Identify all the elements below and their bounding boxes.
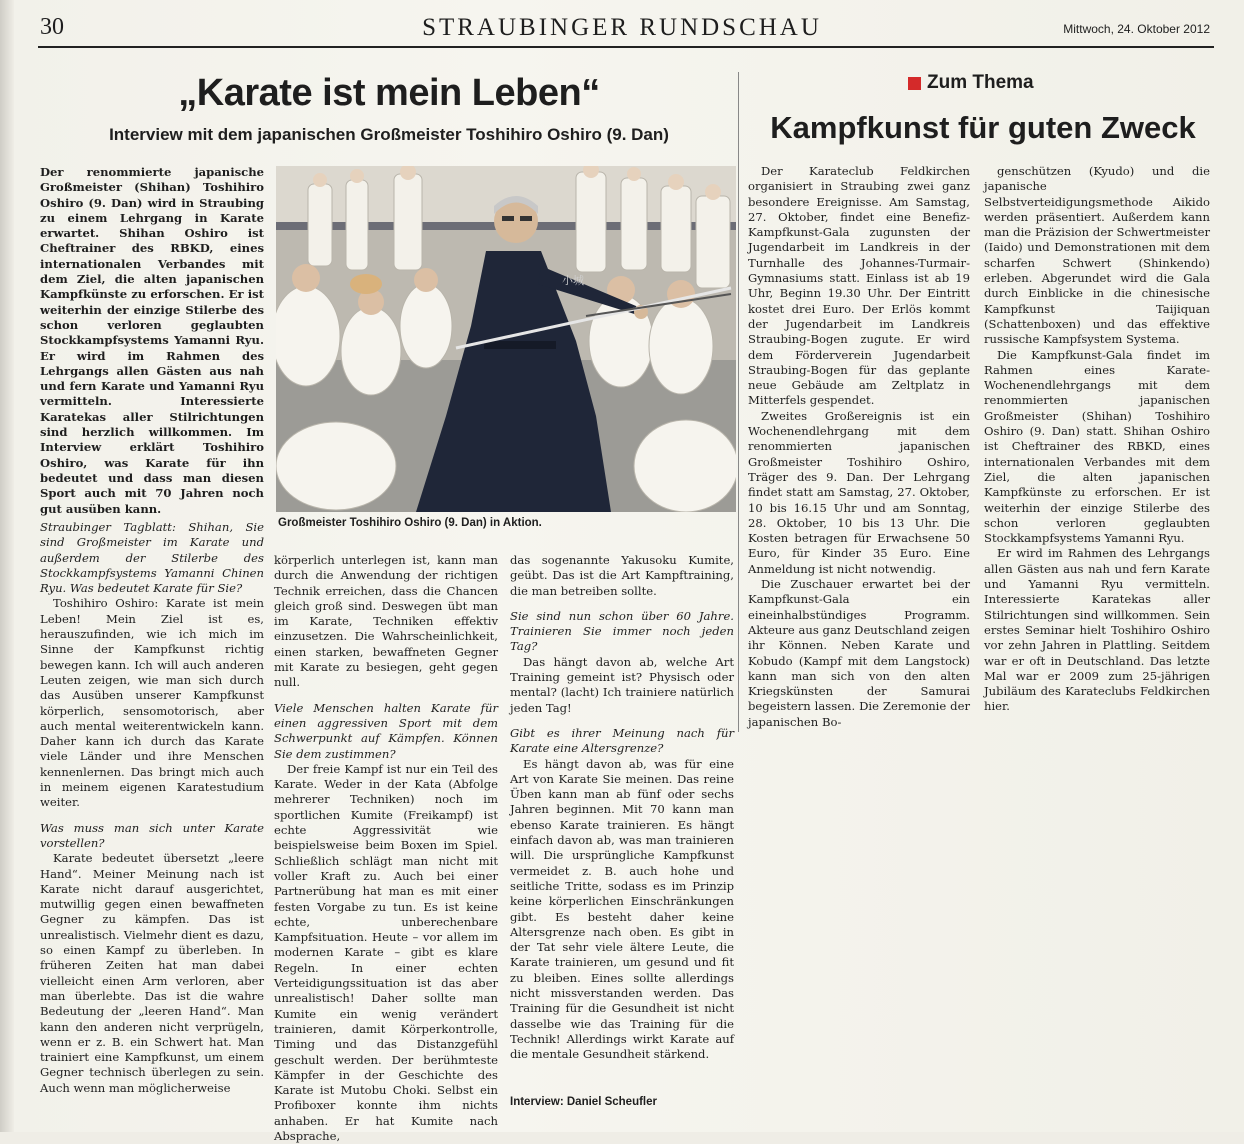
article-column-1 [40,520,264,1096]
interview-question: Was muss man sich unter Karate vorstellen? [40,820,264,850]
sidebar-kicker [908,72,1034,94]
interview-answer: Es hängt davon ab, was für eine Art von Karate Sie meinen. Das reine Üben kann man ab fünf oder sechs Jahren beginnen. Mit 70 kann man ebenso Karate trainieren. Es hängt einfach davon ab, was man trainieren will. Die ursprüngliche Kampfkunst vermeidet z. B. auch hohe und seitliche Tritte, sodass es im Prinzip keine körperlichen Einschränkungen gibt. Es besteht daher keine Altersgrenze nach oben. Es gibt in der Tat sehr viele ältere Leute, die Karate trainieren, um gesund und fit zu bleiben. Eines sollte allerdings nicht missverstanden werden. Das Training für die Gesundheit ist nicht dasselbe wie das Training für die Technik! Allerdings wirkt Karate auf die mentale Gesundheit stärkend. [510,756,734,1062]
article-column-2 [274,553,498,1144]
photo-kanji: 小城 [562,274,584,287]
sidebar-paragraph: Der Karateclub Feldkirchen organisiert in Straubing zwei ganz besondere Ereignisse. Am Samstag, 27. Oktober, findet eine Benefiz-Kampfkunst-Gala zugunsten der Jugendarbeit im Landkreis in der Turnhalle des Johannes-Turmair-Gymnasiums statt. Einlass ist ab 19 Uhr, Beginn 19.30 Uhr. Der Eintritt kostet drei Euro. Der Erlös kommt der Jugendarbeit im Landkreis Straubing-Bogen zugute. Er wird dem Förderverein Jugendarbeit Straubing-Bogen für das geplante neue Gebäude am Zeltplatz in Mitterfels gespendet. [748,164,970,408]
interview-question: Gibt es ihrer Meinung nach für Karate eine Altersgrenze? [510,725,734,756]
interview-question: Straubinger Tagblatt: Shihan, Sie sind Großmeister im Karate und außerdem der Stilerbe des Stockkampfsystems Yamanni Chinen Ryu. Was bedeutet Karate für Sie? [40,520,264,596]
page-number: 30 [40,14,64,40]
sidebar-kicker-label: Zum Thema [927,72,1034,93]
interview-question: Viele Menschen halten Karate für einen aggressiven Sport mit dem Schwerpunkt auf Kämpfen. Können Sie dem zustimmen? [274,700,498,761]
karate-seminar-photo [276,166,736,512]
column-divider [738,72,739,732]
paragraph-continued: das sogenannte Yakusoku Kumite, geübt. Das ist die Art Kampftraining, die man betreiben sollte. [510,553,734,598]
sidebar-paragraph: Die Kampfkunst-Gala findet im Rahmen eines Karate-Wochenendlehrgangs mit dem renommierten japanischen Großmeister (Shihan) Toshihiro Oshiro (9. Dan) statt. Shihan Oshiro ist Cheftrainer des RBKD, eines internationalen Verbandes mit dem Ziel, die alten japanischen Kampfkünste zu erforschen. Er ist weiterhin der einzige Stilerbe des schon verloren geglaubten Stockkampfsystems Yamanni Ryu. [984,347,1210,546]
sidebar-paragraph: genschützen (Kyudo) und die japanische Selbstverteidigungsmethode Aikido werden präsentiert. Außerdem kann man die Präzision der Schwertmeister (Iaido) und Demonstrationen mit dem scharfen Schwert (Shinkendo) erleben. Abgerundet wird die Gala durch Einblicke in die chinesische Kampfkunst Taijiquan (Schattenboxen) und das effektive russische Kampfsystem Systema. [984,164,1210,347]
article-subheadline: Interview mit dem japanischen Großmeister Toshihiro Oshiro (9. Dan) [109,125,669,144]
interview-answer: Das hängt davon ab, welche Art Training gemeint ist? Physisch oder mental? (lacht) Ich trainiere natürlich jeden Tag! [510,654,734,715]
article-lead: Der renommierte japanische Großmeister (Shihan) Toshihiro Oshiro (9. Dan) wird in Straubing zu einem Lehrgang in Karate erwartet. Shihan Oshiro ist Cheftrainer des RBKD, eines internationalen Verbandes mit dem Ziel, die alten japanischen Kampfkünste zu erforschen. Er ist weiterhin der einzige Stilerbe des schon verloren geglaubten Stockkampfsystems Yamanni Ryu. Er wird im Rahmen des Lehrgangs allen Gästen aus nah und fern Karate und Yamanni Ryu vermitteln. Interessierte Karatekas aller Stilrichtungen sind herzlich willkommen. Im Interview erklärt Toshihiro Oshiro, was Karate für ihn bedeutet und dass man diesen Sport auch mit 70 Jahren noch gut ausüben kann. [40,165,264,516]
interview-answer: Der freie Kampf ist nur ein Teil des Karate. Weder in der Kata (Abfolge mehrerer Techniken) noch im sportlichen Kumite (Freikampf) ist echte Aggressivität wie beispielsweise beim Boxen im Spiel. Schließlich schlägt man nicht mit voller Kraft zu. Auch bei einer Partnerübung hat man es mit einer festen Vorgabe zu tun. Es ist keine echte, unberechenbare Kampfsituation. Heute – vor allem im modernen Karate – gibt es klare Regeln. In einer echten Verteidigungssituation ist das aber unrealistisch! Daher sollte man Kumite ein wenig verändert trainieren, damit Körperkontrolle, Timing und das Distanzgefühl geschult werden. Der berühmteste Kämpfer in der Geschichte des Karate ist Mutobu Choki. Selbst ein Profiboxer konnte ihm nichts anhaben. Er hat Kumite nach Absprache, [274,761,498,1143]
sidebar-headline: Kampfkunst für guten Zweck [770,110,1196,145]
red-square-icon [908,77,921,90]
paragraph-continued: körperlich unterlegen ist, kann man durch die Anwendung der richtigen Technik erreichen, dass die Chancen gleich groß sind. Deswegen übt man im Karate, Techniken effektiv einzusetzen. Die Wahrscheinlichkeit, einen starken, bewaffneten Gegner mit Karate zu besiegen, geht gegen null. [274,553,498,690]
article-column-3 [510,553,734,1063]
sidebar-column-1 [748,164,970,730]
interview-question: Sie sind nun schon über 60 Jahre. Trainieren Sie immer noch jeden Tag? [510,608,734,654]
issue-date: Mittwoch, 24. Oktober 2012 [1063,22,1210,36]
header-rule [38,46,1214,48]
newspaper-name: STRAUBINGER RUNDSCHAU [422,14,822,41]
sidebar-paragraph: Er wird im Rahmen des Lehrgangs allen Gästen aus nah und fern Karate und Yamanni Ryu vermitteln. Interessierte Karatekas aller Stilrichtungen sind willkommen. Sein erstes Seminar hielt Toshihiro Oshiro vor zehn Jahren in Plattling. Seitdem war er oft in Deutschland. Das letzte Mal war er 2009 zum 25-jährigen Jubiläum des Karateclubs Feldkirchen hier. [984,546,1210,714]
sidebar-paragraph: Zweites Großereignis ist ein Wochenendlehrgang mit dem renommierten japanischen Großmeister Toshihiro Oshiro, Träger des 9. Dan. Der Lehrgang findet statt am Samstag, 27. Oktober, 10 bis 16.15 Uhr und am Sonntag, 28. Oktober, 10 bis 13 Uhr. Die Kosten betragen für Erwachsene 50 Euro, für Kinder 35 Euro. Eine Anmeldung ist nicht notwendig. [748,408,970,576]
byline: Interview: Daniel Scheufler [510,1096,657,1108]
sidebar-paragraph: Die Zuschauer erwartet bei der Kampfkunst-Gala ein eineinhalbstündiges Programm. Akteure aus ganz Deutschland zeigen ihr Können. Neben Karate und Kobudo (Kampf mit dem Langstock) kann man sich von den alten Kriegskünsten der Samurai begeistern lassen. Die Zeremonie der japanischen Bo- [748,577,970,729]
page-fold-shadow [0,0,14,1132]
article-photo [276,166,736,512]
article-headline: „Karate ist mein Leben“ [178,72,600,114]
sidebar-column-2 [984,164,1210,715]
photo-caption: Großmeister Toshihiro Oshiro (9. Dan) in Aktion. [278,517,542,529]
interview-answer: Karate bedeutet übersetzt „leere Hand“. Meiner Meinung nach ist Karate nicht darauf ausgerichtet, mutwillig gegen einen bewaffneten Gegner zu kämpfen. Das ist unrealistisch. Vielmehr dient es dazu, so einen Kampf zu überleben. In früheren Zeiten hat man dabei vielleicht einen Arm verloren, aber man überlebte. Das ist die wahre Bedeutung der „leeren Hand“. Man kann den anderen nicht verprügeln, wenn er z. B. ein Schwert hat. Man trainiert eine Kampfkunst, um einem Gegner technisch überlegen zu sein. Auch wenn man möglicherweise [40,851,264,1095]
interview-answer: Toshihiro Oshiro: Karate ist mein Leben! Mein Ziel ist es, herauszufinden, wie ich mich im Sinne der Kampfkunst richtig bewegen kann. Ich will auch anderen Leuten zeigen, wie man sich durch das Ausüben unserer Kampfkunst körperlich, sensomotorisch, aber auch mental weiterentwickeln kann. Daher kann ich durch das Karate viele Länder und ihre Menschen kennenlernen. Das bringt mich auch in meinem eigenen Karatestudium weiter. [40,596,264,810]
